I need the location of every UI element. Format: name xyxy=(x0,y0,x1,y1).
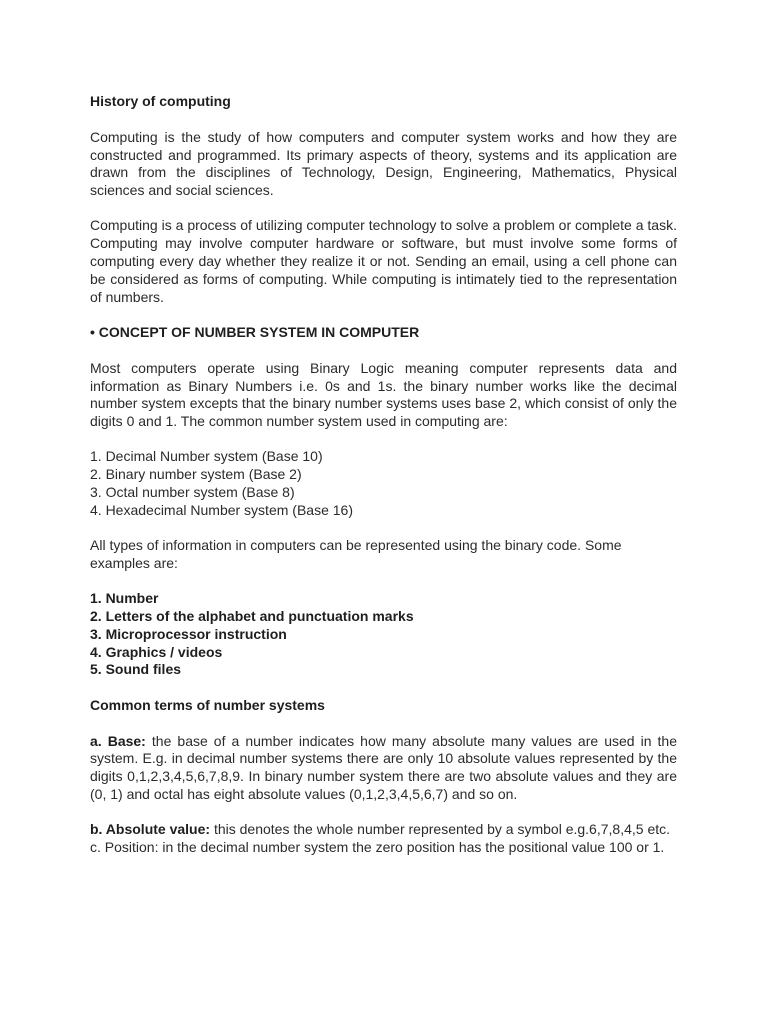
term-label: a. Base: xyxy=(90,732,146,749)
term-label: b. Absolute value: xyxy=(90,821,211,838)
binary-code-paragraph: All types of information in computers can be represented using the binary code. Some examples are: xyxy=(90,537,622,571)
number-systems-list xyxy=(90,448,677,519)
intro-paragraph: Computing is the study of how computers and computer system works and how they are constructed and programmed. Its primary aspects of theory, systems and its application are drawn from the disciplines of Technology, Design, Engineering, Mathematics, Physical sciences and social sciences. xyxy=(90,128,677,199)
list-item: 5. Sound files xyxy=(90,661,182,678)
list-item: 2. Letters of the alphabet and punctuation marks xyxy=(90,608,414,625)
list-item: 1. Decimal Number system (Base 10) xyxy=(90,448,323,465)
term-definition: this denotes the whole number represented by a symbol e.g.6,7,8,4,5 etc. xyxy=(210,821,671,838)
list-item: 1. Number xyxy=(90,590,159,607)
examples-list xyxy=(90,590,677,679)
document-page xyxy=(90,93,677,874)
terms-group xyxy=(90,821,677,857)
section-heading: • CONCEPT OF NUMBER SYSTEM IN COMPUTER xyxy=(90,323,420,340)
list-item: 4. Hexadecimal Number system (Base 16) xyxy=(90,501,353,518)
term-definition: the base of a number indicates how many absolute many values are used in the system. E.g. in decimal number systems there are only 10 absolute values represented by the digits 0,1,2,3,4,5,6,7,8,9. In binary number system there are two absolute values and they are (0, 1) and octal has eight absolute values (0,1,2,3,4,5,6,7) and so on. xyxy=(90,732,677,802)
term-base xyxy=(90,733,677,804)
computing-process-paragraph: Computing is a process of utilizing computer technology to solve a problem or complete a task. Computing may involve computer hardware or software, but must involve some forms of computing every day whether they realize it or not. Sending an email, using a cell phone can be considered as forms of computing. While computing is intimately tied to the representation of numbers. xyxy=(90,217,677,305)
list-item: 2. Binary number system (Base 2) xyxy=(90,466,302,483)
list-item: 3. Octal number system (Base 8) xyxy=(90,484,295,501)
list-item: 4. Graphics / videos xyxy=(90,643,223,660)
document-title: History of computing xyxy=(90,93,231,109)
binary-logic-paragraph: Most computers operate using Binary Logic meaning computer represents data and information as Binary Numbers i.e. 0s and 1s. the binary number works like the decimal number system excepts that the binary number systems uses base 2, which consist of only the digits 0 and 1. The common number system used in computing are: xyxy=(90,359,677,430)
terms-heading: Common terms of number systems xyxy=(90,696,325,713)
term-position: c. Position: in the decimal number system the zero position has the positional value 100 or 1. xyxy=(90,839,665,855)
list-item: 3. Microprocessor instruction xyxy=(90,625,287,642)
term-absolute-value xyxy=(90,821,677,839)
